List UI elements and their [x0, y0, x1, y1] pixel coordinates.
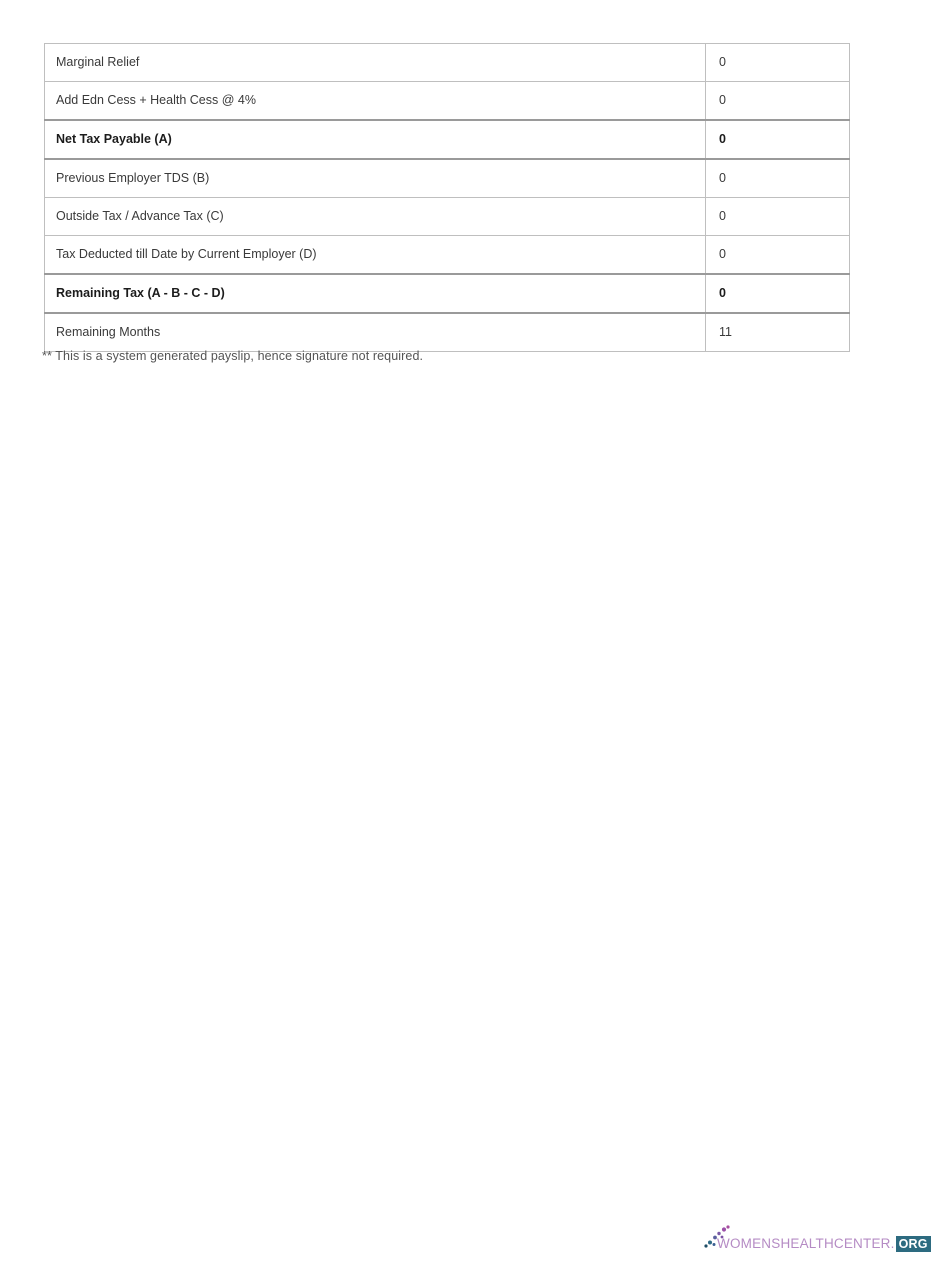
- row-label: Previous Employer TDS (B): [45, 159, 706, 198]
- brand-logo-text: [717, 1236, 931, 1252]
- table-row: [45, 236, 850, 275]
- table-row: [45, 313, 850, 352]
- row-value: 0: [706, 44, 850, 82]
- row-value: 0: [706, 236, 850, 275]
- row-label: Tax Deducted till Date by Current Employer (D): [45, 236, 706, 275]
- row-label: Marginal Relief: [45, 44, 706, 82]
- row-value: 0: [706, 274, 850, 313]
- brand-logo: [703, 1224, 928, 1260]
- row-value: 0: [706, 159, 850, 198]
- table-row: [45, 198, 850, 236]
- brand-tld-badge: ORG: [896, 1236, 931, 1252]
- table-row: [45, 82, 850, 121]
- row-value: 0: [706, 120, 850, 159]
- row-value: 0: [706, 82, 850, 121]
- tax-summary-table: [44, 43, 850, 352]
- row-label: Remaining Months: [45, 313, 706, 352]
- row-value: 0: [706, 198, 850, 236]
- table-row-net-tax-payable: [45, 120, 850, 159]
- brand-name: WOMENSHEALTHCENTER.: [717, 1236, 895, 1251]
- table-row: [45, 44, 850, 82]
- row-label: Remaining Tax (A - B - C - D): [45, 274, 706, 313]
- tax-summary-table-body: [45, 44, 850, 352]
- row-value: 11: [706, 313, 850, 352]
- tax-summary-table-container: [44, 43, 849, 352]
- row-label: Add Edn Cess + Health Cess @ 4%: [45, 82, 706, 121]
- row-label: Net Tax Payable (A): [45, 120, 706, 159]
- table-row-remaining-tax: [45, 274, 850, 313]
- payslip-footnote: ** This is a system generated payslip, hence signature not required.: [42, 349, 424, 363]
- row-label: Outside Tax / Advance Tax (C): [45, 198, 706, 236]
- table-row: [45, 159, 850, 198]
